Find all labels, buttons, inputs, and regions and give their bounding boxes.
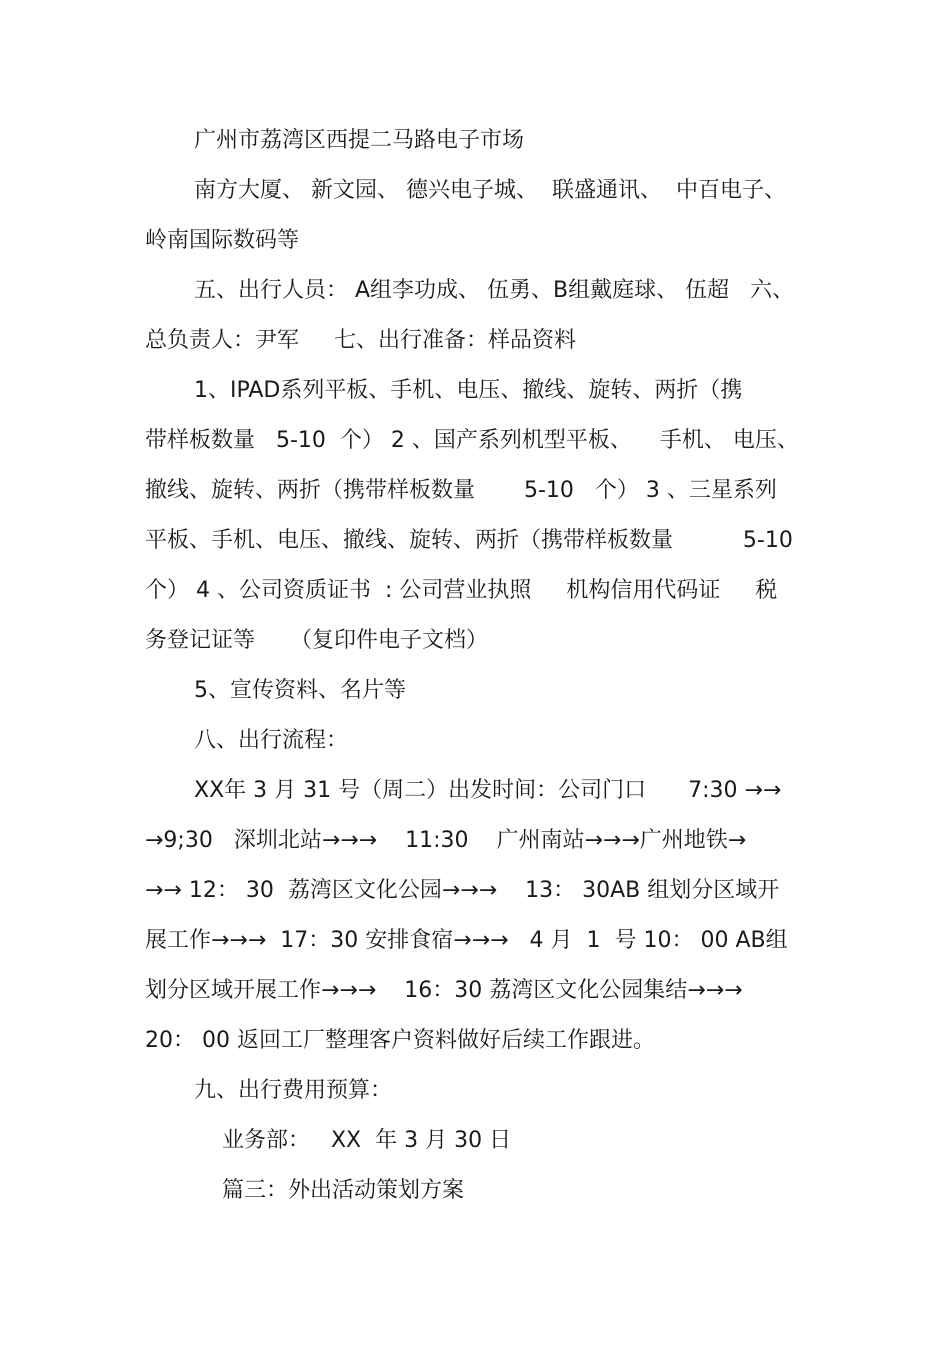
text-line-item-2-cont: 撤线、旋转、两折（携带样板数量 5-10 个） 3 、三星系列 bbox=[145, 478, 777, 503]
text-line-item-1-cont: 带样板数量 5-10 个） 2 、国产系列机型平板、 手机、 电压、 bbox=[145, 428, 799, 453]
text-line-item-5: 5、宣传资料、名片等 bbox=[194, 678, 406, 703]
text-line-item-4-cont: 务登记证等 （复印件电子文档） bbox=[145, 628, 488, 653]
text-line-schedule-5: 划分区域开展工作→→→ 16：30 荔湾区文化公园集结→→→ bbox=[145, 978, 743, 1003]
text-line-schedule-1: XX年 3 月 31 号（周二）出发时间：公司门口 7:30 →→ bbox=[194, 778, 782, 803]
text-line-next-chapter: 篇三：外出活动策划方案 bbox=[222, 1178, 465, 1203]
text-line-section-eight: 八、出行流程： bbox=[194, 728, 349, 753]
text-line-item-3-cont: 平板、手机、电压、撤线、旋转、两折（携带样板数量 5-10 bbox=[145, 528, 793, 553]
text-line-schedule-2: →9;30 深圳北站→→→ 11:30 广州南站→→→广州地铁→ bbox=[145, 828, 747, 853]
text-line-market-list-cont: 岭南国际数码等 bbox=[145, 228, 300, 253]
text-line-item-1: 1、IPAD系列平板、手机、电压、撤线、旋转、两折（携 bbox=[194, 378, 743, 403]
text-line-section-five: 五、出行人员： A组李功成、 伍勇、B组戴庭球、 伍超 六、 bbox=[194, 278, 795, 303]
text-line-item-4: 个） 4 、公司资质证书 : 公司营业执照 机构信用代码证 税 bbox=[145, 578, 778, 603]
text-line-section-nine: 九、出行费用预算： bbox=[194, 1078, 393, 1103]
text-line-schedule-6: 20： 00 返回工厂整理客户资料做好后续工作跟进。 bbox=[145, 1028, 655, 1053]
text-line-section-six-seven: 总负责人：尹军 七、出行准备：样品资料 bbox=[145, 328, 576, 353]
text-line-schedule-4: 展工作→→→ 17：30 安排食宿→→→ 4 月 1 号 10： 00 AB组 bbox=[145, 928, 788, 953]
text-line-market-list: 南方大厦、 新文园、 德兴电子城、 联盛通讯、 中百电子、 bbox=[194, 178, 786, 203]
text-line-signature-date: 业务部： XX 年 3 月 30 日 bbox=[222, 1128, 512, 1153]
text-line-schedule-3: →→ 12： 30 荔湾区文化公园→→→ 13： 30AB 组划分区域开 bbox=[145, 878, 780, 903]
text-line-market-address: 广州市荔湾区西提二马路电子市场 bbox=[194, 128, 525, 153]
